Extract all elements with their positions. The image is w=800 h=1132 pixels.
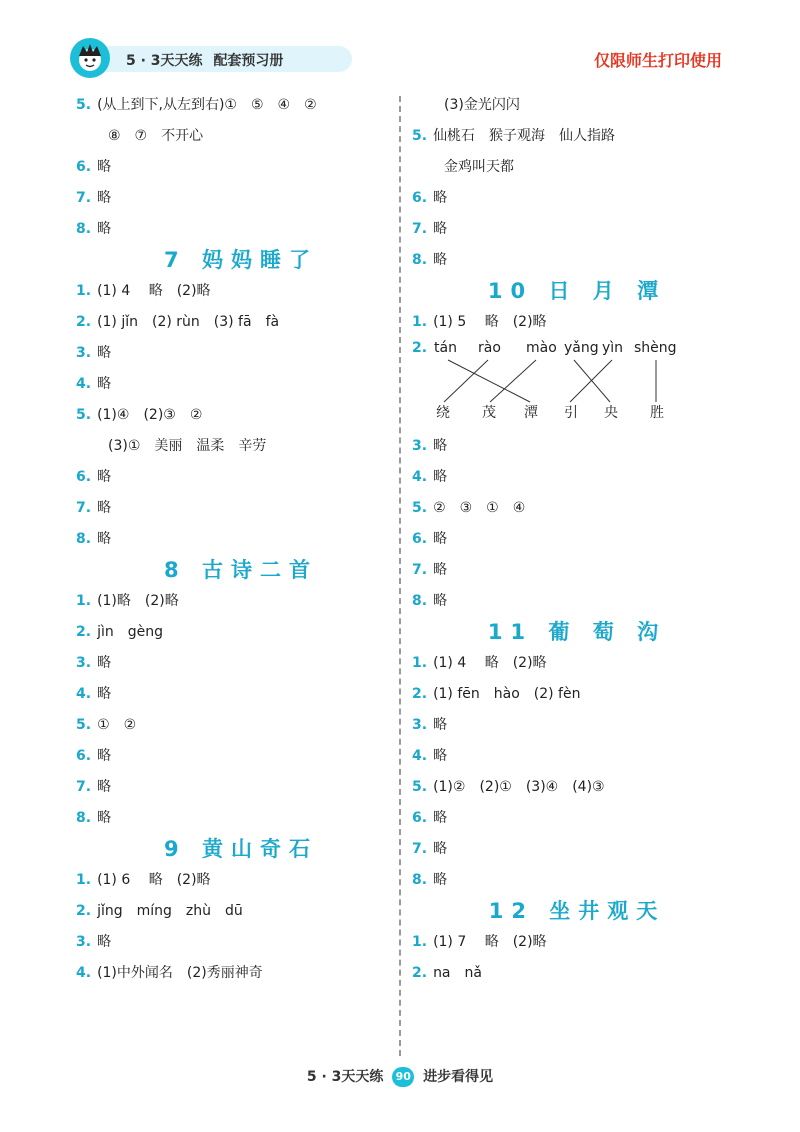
pinyin-label: yìn xyxy=(602,340,624,356)
answer-text: 略 xyxy=(97,686,112,702)
answer-line xyxy=(76,524,406,555)
answer-text: 略 xyxy=(433,190,448,206)
answer-text: 略 xyxy=(97,655,112,671)
answer-text: 略 xyxy=(433,531,448,547)
answer-line xyxy=(412,741,742,772)
usage-notice: 仅限师生打印使用 xyxy=(593,51,722,70)
answer-text: (1)④ (2)③ ② xyxy=(97,407,203,423)
char-label: 绕 xyxy=(436,405,450,421)
answer-line xyxy=(76,152,406,183)
question-number: 3. xyxy=(76,934,92,950)
question-number: 4. xyxy=(412,469,428,485)
pinyin-label: tán xyxy=(434,340,457,356)
answer-text: 略 xyxy=(433,748,448,764)
answer-line xyxy=(412,772,742,803)
answer-text: 略 xyxy=(433,469,448,485)
lesson-title: 8 古诗二首 xyxy=(164,558,318,582)
answer-line xyxy=(76,369,406,400)
question-number: 6. xyxy=(412,190,428,206)
answer-line xyxy=(412,958,742,989)
question-number: 7. xyxy=(76,190,92,206)
left-column xyxy=(76,90,406,989)
answer-text: 略 xyxy=(97,376,112,392)
question-number: 2. xyxy=(76,314,92,330)
answer-line xyxy=(412,803,742,834)
answer-line xyxy=(412,834,742,865)
question-number: 4. xyxy=(76,686,92,702)
answer-text: ① ② xyxy=(97,717,137,733)
mascot-icon xyxy=(70,38,110,78)
question-number: 8. xyxy=(412,872,428,888)
pinyin-label: shèng xyxy=(634,340,677,356)
answer-text: 金鸡叫天都 xyxy=(444,159,514,175)
answer-text: 略 xyxy=(433,252,448,268)
answer-line xyxy=(76,214,406,245)
answer-line xyxy=(76,617,406,648)
answer-text: (1)中外闻名 (2)秀丽神奇 xyxy=(97,965,263,981)
answer-text: 略 xyxy=(97,469,112,485)
question-number: 1. xyxy=(76,872,92,888)
header-title xyxy=(126,50,283,70)
question-number: 7. xyxy=(412,841,428,857)
answer-text: 略 xyxy=(97,159,112,175)
answer-text: 略 xyxy=(433,841,448,857)
question-number: 3. xyxy=(412,717,428,733)
question-number: 5. xyxy=(412,128,428,144)
question-number: 8. xyxy=(76,531,92,547)
answer-line xyxy=(76,121,406,152)
answer-text: 略 xyxy=(97,500,112,516)
answer-text: ⑧ ⑦ 不开心 xyxy=(108,128,204,144)
question-number: 6. xyxy=(412,810,428,826)
answer-text: 略 xyxy=(97,748,112,764)
matching-lines xyxy=(412,338,712,431)
question-number: 8. xyxy=(412,593,428,609)
right-column xyxy=(412,90,742,989)
answer-line xyxy=(412,245,742,276)
question-number: 3. xyxy=(412,438,428,454)
question-number: 7. xyxy=(412,562,428,578)
question-number: 1. xyxy=(412,934,428,950)
answer-line xyxy=(412,927,742,958)
question-number: 6. xyxy=(76,159,92,175)
footer-series: 5 · 3天天练 xyxy=(306,1069,384,1085)
answer-line xyxy=(76,803,406,834)
answer-text: 略 xyxy=(433,438,448,454)
answer-line xyxy=(412,214,742,245)
answer-text: 略 xyxy=(97,779,112,795)
page-footer xyxy=(0,1066,800,1090)
question-number: 7. xyxy=(76,779,92,795)
answer-line xyxy=(76,741,406,772)
answer-line xyxy=(76,865,406,896)
answer-text: (1) fēn hào (2) fèn xyxy=(433,686,581,702)
answer-line xyxy=(76,586,406,617)
question-number: 4. xyxy=(412,748,428,764)
answer-text: 仙桃石 猴子观海 仙人指路 xyxy=(433,128,616,144)
answer-text: (3)金光闪闪 xyxy=(444,97,520,113)
answer-text: 略 xyxy=(97,934,112,950)
answer-line xyxy=(76,958,406,989)
answer-line xyxy=(412,307,742,338)
question-number: 7. xyxy=(76,500,92,516)
answer-line xyxy=(412,183,742,214)
answer-line xyxy=(76,493,406,524)
answer-line xyxy=(412,586,742,617)
question-number: 3. xyxy=(76,345,92,361)
question-number: 2. xyxy=(412,340,428,356)
lesson-title: 10 日 月 潭 xyxy=(487,279,667,303)
answer-line xyxy=(76,679,406,710)
answer-text: (从上到下,从左到右)① ⑤ ④ ② xyxy=(97,97,317,113)
question-number: 5. xyxy=(76,717,92,733)
answer-text: 略 xyxy=(433,562,448,578)
question-number: 3. xyxy=(76,655,92,671)
answer-text: (1) 7 略 (2)略 xyxy=(433,934,547,950)
question-number: 5. xyxy=(76,97,92,113)
answer-line xyxy=(76,276,406,307)
answer-text: (1)略 (2)略 xyxy=(97,593,179,609)
question-number: 5. xyxy=(412,500,428,516)
answer-text: 略 xyxy=(433,221,448,237)
answer-line xyxy=(412,121,742,152)
question-number: 1. xyxy=(412,314,428,330)
answer-line xyxy=(76,90,406,121)
question-number: 8. xyxy=(76,221,92,237)
answer-text: (1) 4 略 (2)略 xyxy=(433,655,547,671)
answer-line xyxy=(76,400,406,431)
question-number: 1. xyxy=(76,593,92,609)
answer-text: 略 xyxy=(97,810,112,826)
answer-text: na nǎ xyxy=(433,965,482,981)
answer-line xyxy=(76,772,406,803)
answer-text: 略 xyxy=(433,593,448,609)
question-number: 1. xyxy=(76,283,92,299)
book-title: 配套预习册 xyxy=(213,53,284,69)
question-number: 2. xyxy=(76,624,92,640)
answer-text: 略 xyxy=(433,810,448,826)
answer-text: (1)② (2)① (3)④ (4)③ xyxy=(433,779,605,795)
question-number: 5. xyxy=(76,407,92,423)
answer-text: 略 xyxy=(97,345,112,361)
pinyin-label: yǎng xyxy=(564,340,599,356)
answer-line xyxy=(76,338,406,369)
question-number: 2. xyxy=(76,903,92,919)
char-label: 潭 xyxy=(524,405,538,421)
answer-line xyxy=(76,307,406,338)
answer-line xyxy=(76,431,406,462)
char-label: 引 xyxy=(564,405,578,421)
answer-line xyxy=(412,710,742,741)
question-number: 1. xyxy=(412,655,428,671)
answer-line xyxy=(412,555,742,586)
answer-text: 略 xyxy=(433,717,448,733)
answer-line xyxy=(412,648,742,679)
question-number: 6. xyxy=(412,531,428,547)
question-number: 7. xyxy=(412,221,428,237)
answer-text: (1) 6 略 (2)略 xyxy=(97,872,211,888)
lesson-title: 7 妈妈睡了 xyxy=(164,248,318,272)
question-number: 6. xyxy=(76,748,92,764)
answer-text: ② ③ ① ④ xyxy=(433,500,526,516)
question-number: 5. xyxy=(412,779,428,795)
answer-text: 略 xyxy=(97,531,112,547)
answer-line xyxy=(412,462,742,493)
answer-text: jìn gèng xyxy=(97,624,163,640)
answer-line xyxy=(76,648,406,679)
answer-line xyxy=(76,462,406,493)
answer-line xyxy=(412,431,742,462)
question-number: 4. xyxy=(76,965,92,981)
series-title: 5 · 3天天练 xyxy=(126,53,203,69)
answer-line xyxy=(412,524,742,555)
answer-line xyxy=(76,710,406,741)
char-label: 茂 xyxy=(482,405,496,421)
pinyin-label: rào xyxy=(478,340,501,356)
pinyin-matching-exercise xyxy=(412,338,742,431)
char-label: 央 xyxy=(604,405,618,421)
page-number: 90 xyxy=(392,1067,414,1087)
answer-text: jǐng míng zhù dū xyxy=(97,903,243,919)
answer-text: (3)① 美丽 温柔 辛劳 xyxy=(108,438,267,454)
answer-line xyxy=(76,183,406,214)
answer-line xyxy=(76,927,406,958)
question-number: 8. xyxy=(76,810,92,826)
question-number: 6. xyxy=(76,469,92,485)
answer-line xyxy=(412,493,742,524)
answer-line xyxy=(412,679,742,710)
pinyin-label: mào xyxy=(526,340,557,356)
footer-slogan: 进步看得见 xyxy=(423,1069,494,1085)
answer-line xyxy=(412,865,742,896)
answer-line xyxy=(412,90,742,121)
answer-line xyxy=(412,152,742,183)
answer-text: 略 xyxy=(97,221,112,237)
answer-text: 略 xyxy=(433,872,448,888)
lesson-title: 9 黄山奇石 xyxy=(164,837,318,861)
question-number: 8. xyxy=(412,252,428,268)
answer-text: (1) 5 略 (2)略 xyxy=(433,314,547,330)
char-label: 胜 xyxy=(650,405,664,421)
lesson-title: 11 葡 萄 沟 xyxy=(487,620,667,644)
question-number: 2. xyxy=(412,686,428,702)
question-number: 4. xyxy=(76,376,92,392)
answer-text: 略 xyxy=(97,190,112,206)
answer-text: (1) 4 略 (2)略 xyxy=(97,283,211,299)
answer-text: (1) jǐn (2) rùn (3) fā fà xyxy=(97,314,280,330)
lesson-title: 12 坐井观天 xyxy=(488,899,666,923)
question-number: 2. xyxy=(412,965,428,981)
page-header xyxy=(70,40,730,80)
answer-line xyxy=(76,896,406,927)
